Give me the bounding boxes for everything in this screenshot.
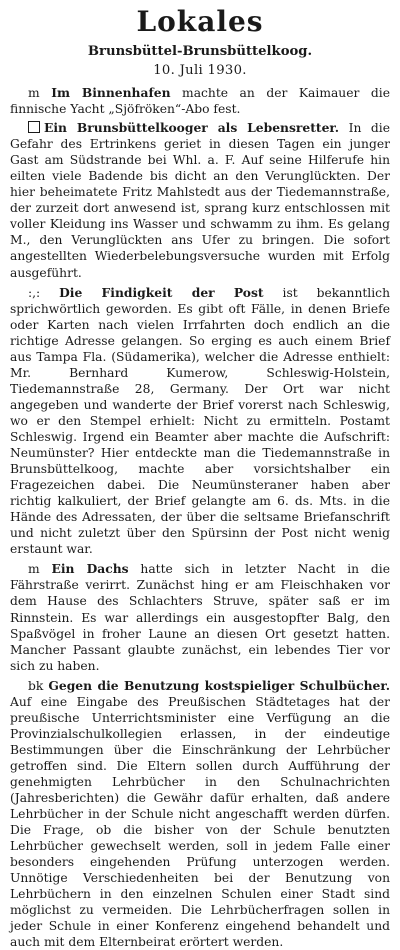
article-body: ist bekanntlich sprichwörtlich geworden. Es gibt oft Fälle, in denen Briefe oder Karten nach vielen Irrfahrten doch endlich an die richtige Adresse gelangen. So erging es auch einem Brief aus Tampa Fla. (Südamerika), welcher die Adresse enthielt: Mr. Bernhard Kumerow, Schleswig-Holstein, Tiedemannstraße 28, Germany. Der Ort war nicht angegeben und wanderte der Brief vorerst nach Schleswig, wo er den Stempel erhielt: Nicht zu ermitteln. Postamt Schleswig. Irgend ein Beamter aber machte die Aufschrift: Neumünster? Hier entdeckte man die Tiedemannstraße in Brunsbüttelkoog, machte aber vorsichtshalber ein Fragezeichen dabei. Die Neumünsteraner haben aber richtig kalkuliert, der Brief gelangte am 6. ds. Mts. in die Hände des Adressaten, der über die seltsame Briefanschrift und nicht zuletzt über den Spürsinn der Post nicht wenig erstaunt war. bbox=[10, 285, 390, 557]
article-post bbox=[10, 285, 390, 558]
article-headline: Im Binnenhafen bbox=[51, 85, 171, 100]
section-title: Lokales bbox=[136, 5, 264, 38]
article-marker: bk bbox=[28, 678, 44, 693]
article-marker: :,: bbox=[28, 285, 41, 300]
article-body: In die Gefahr des Ertrinkens geriet in diesen Tagen ein junger Gast am Südstrande bei Whl. a. F. Auf seine Hilferufe hin eilten viele Badende bis dicht an den Verunglückten. Der hier beheimatete Fritz Mahlstedt aus der Tiedemannstraße, der zurzeit dort anwesend ist, sprang kurz entschlossen mit voller Kleidung ins Wasser und schwamm zu ihm. Es gelang M., den Verunglückten ans Ufer zu bringen. Die sofort angestellten Wiederbelebungsversuche wurden mit Erfolg ausgeführt. bbox=[10, 121, 390, 280]
article-binnenhafen bbox=[10, 85, 390, 117]
article-schulbuecher bbox=[10, 678, 390, 950]
article-headline: Gegen die Benutzung kostspieliger Schulbücher. bbox=[48, 677, 390, 693]
article-body: hatte sich in letzter Nacht in die Fährstraße verirrt. Zunächst hing er am Fleischhaken vor dem Hause des Schlachters Struve, später saß er im Rinnstein. Es war allerdings ein ausgestopfter Balg, den Spaßvögel in froher Laune an diesen Ort gesetzt hatten. Mancher Passant glaubte zunächst, ein lebendes Tier vor sich zu haben. bbox=[10, 562, 390, 673]
article-lebensretter bbox=[10, 120, 390, 280]
location-heading: Brunsbüttel-Brunsbüttelkoog. bbox=[87, 44, 313, 59]
article-body: machte an der Kaimauer die finnische Yacht „Sjöfröken“-Abo fest. bbox=[10, 86, 390, 117]
article-dachs bbox=[10, 561, 390, 673]
article-body: Auf eine Eingabe des Preußischen Städtetages hat der preußische Unterrichtsminister eine Verfügung an die Provinzialschulkollegien erlassen, in der eindeutige Bestimmungen über die Einschränkung der Lehrbücher getroffen sind. Die Eltern sollen durch Aufführung der genehmigten Lehrbücher in den Schulnachrichten (Jahresberichten) die Gewähr dafür erhalten, daß andere Lehrbücher in der Schule nicht angeschafft werden dürfen. Die Frage, ob die bisher von der Schule benutzten Lehrbücher gewechselt werden, soll in jedem Falle einer besonders eingehenden Prüfung unterzogen werden. Unnötige Verschiedenheiten bei der Benutzung von Lehrbüchern in den einzelnen Schulen einer Stadt sind möglichst zu vermeiden. Die Lehrbücherfragen sollen in jeder Schule in einer Konferenz eingehend behandelt und auch mit dem Elternbeirat erörtert werden. bbox=[10, 694, 390, 950]
article-headline: Ein Dachs bbox=[51, 561, 129, 577]
newspaper-column bbox=[10, 6, 390, 950]
article-marker: m bbox=[28, 86, 40, 100]
article-headline: Die Findigkeit der Post bbox=[59, 284, 264, 300]
date-line: 10. Juli 1930. bbox=[153, 63, 247, 78]
article-headline: Ein Brunsbüttelkooger als Lebensretter. bbox=[44, 120, 340, 136]
square-marker-icon bbox=[28, 121, 40, 133]
article-marker: m bbox=[28, 562, 40, 577]
